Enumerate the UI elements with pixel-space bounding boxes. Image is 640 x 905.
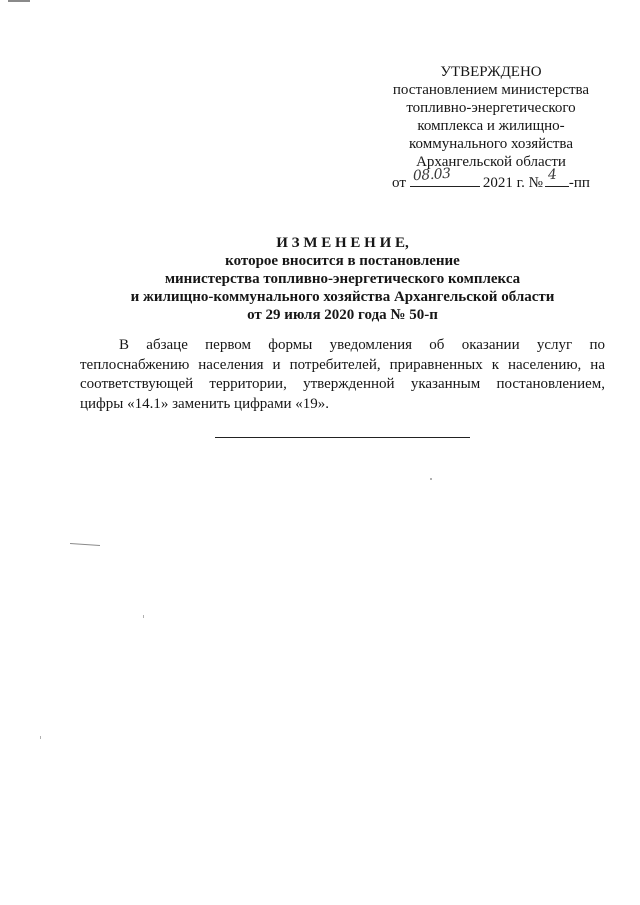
- date-prefix: от: [392, 175, 406, 191]
- body-paragraph: [80, 336, 605, 415]
- document-title: [80, 234, 605, 324]
- title-line: от 29 июля 2020 года № 50-п: [247, 307, 438, 323]
- year-text: 2021 г. №: [482, 175, 543, 191]
- approval-line: комплекса и жилищно-: [417, 118, 565, 134]
- scan-artifact: [143, 615, 144, 618]
- title-heading: И З М Е Н Е Н И Е,: [276, 235, 409, 251]
- date-field: [410, 165, 480, 187]
- approval-line: постановлением министерства: [392, 82, 590, 98]
- approval-line: топливно-энергетического: [406, 100, 576, 116]
- approval-heading: УТВЕРЖДЕНО: [440, 64, 542, 80]
- body-line: цифры «14.1» заменить цифрами «19».: [80, 396, 329, 413]
- handwritten-number: 4: [547, 166, 557, 184]
- closing-rule: [215, 437, 470, 438]
- scan-artifact: [70, 543, 100, 546]
- scan-artifact: [8, 0, 30, 2]
- scan-artifact: [40, 736, 41, 739]
- approval-stamp: [375, 63, 607, 192]
- title-line: и жилищно-коммунального хозяйства Архангельской области: [130, 289, 555, 305]
- handwritten-date: 08.03: [412, 165, 451, 185]
- title-line: которое вносится в постановление: [225, 253, 460, 269]
- body-line: В абзаце первом формы уведомления об оказании услуг по: [119, 337, 605, 353]
- approval-line: Архангельской области: [416, 154, 566, 170]
- title-line: министерства топливно-энергетического комплекса: [164, 271, 521, 287]
- approval-line: коммунального хозяйства: [409, 136, 573, 152]
- number-suffix: -пп: [568, 175, 590, 191]
- number-field: [545, 166, 569, 187]
- body-line: теплоснабжению населения и потребителей, приравненных к населению, на: [80, 356, 605, 373]
- approval-date-line: [375, 165, 607, 192]
- body-line: соответствующей территории, утвержденной указанным постановлением,: [80, 376, 605, 393]
- scan-artifact: [430, 478, 432, 480]
